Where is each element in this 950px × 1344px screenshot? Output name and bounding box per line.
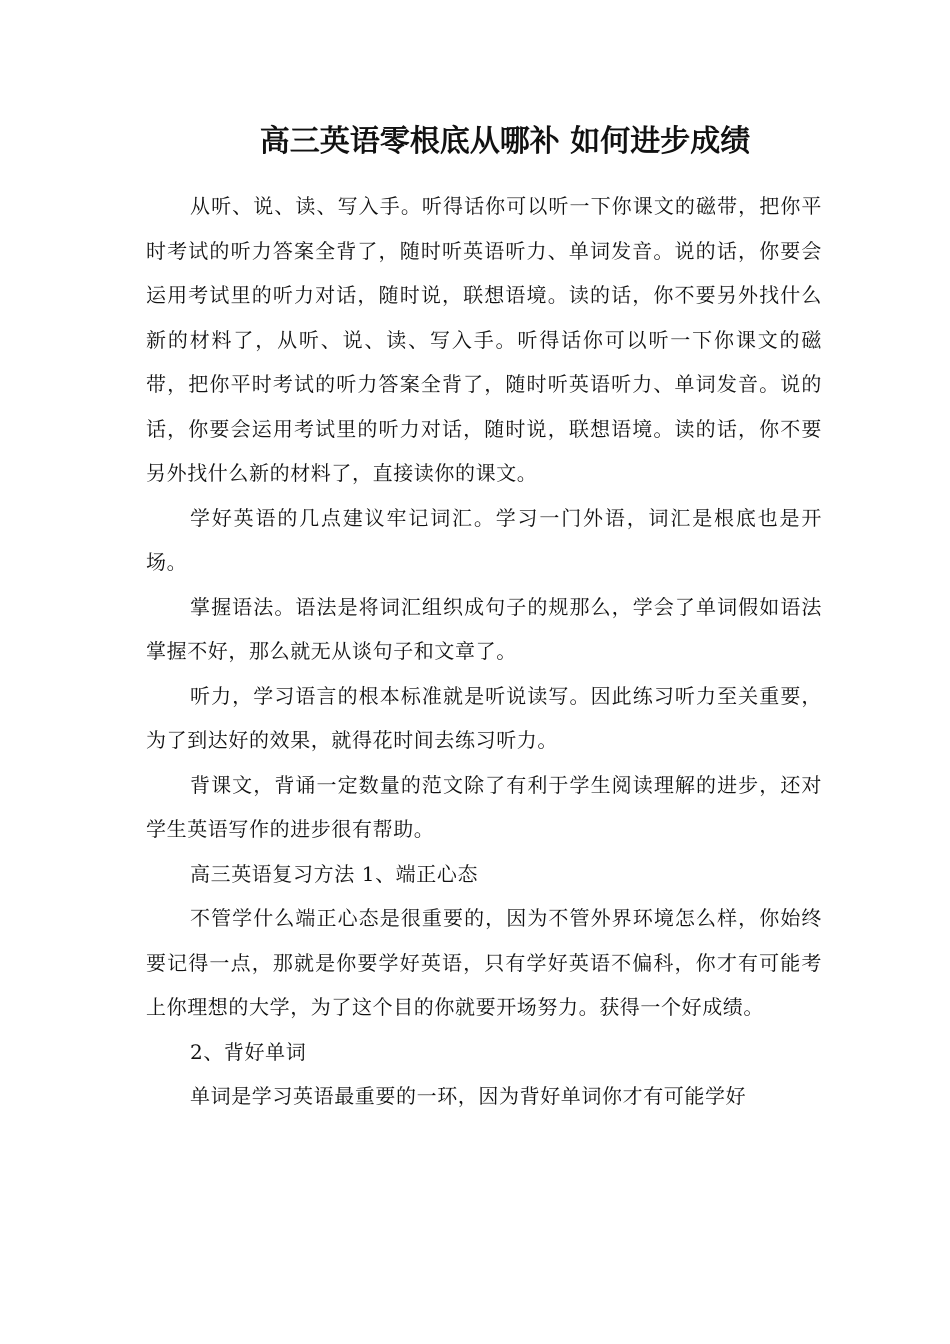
paragraph-words: 单词是学习英语最重要的一环，因为背好单词你才有可能学好: [190, 1084, 747, 1108]
document-body: [146, 184, 822, 1119]
section-heading-memorize-words: 2、背好单词: [190, 1039, 307, 1064]
paragraph-attitude: 不管学什么端正心态是很重要的，因为不管外界环境怎么样，你始终要记得一点，那就是你要学好英语，只有学好英语不偏科，你才有可能考上你理想的大学，为了这个目的你就要开场努力。获得一个好成绩。: [146, 906, 822, 1019]
paragraph-recite-texts: 背课文，背诵一定数量的范文除了有利于学生阅读理解的进步，还对学生英语写作的进步很有帮助。: [146, 772, 822, 841]
paragraph-grammar: 掌握语法。语法是将词汇组织成句子的规那么，学会了单词假如语法掌握不好，那么就无从谈句子和文章了。: [146, 594, 822, 663]
document-title: 高三英语零根底从哪补 如何进步成绩: [259, 124, 751, 159]
paragraph-vocabulary-advice: 学好英语的几点建议牢记词汇。学习一门外语，词汇是根底也是开场。: [146, 505, 822, 574]
paragraph-listening-speaking-reading-writing: 从听、说、读、写入手。听得话你可以听一下你课文的磁带，把你平时考试的听力答案全背了，随时听英语听力、单词发音。说的话，你要会运用考试里的听力对话，随时说，联想语境。读的话，你不要另外找什么新的材料了，从听、说、读、写入手。听得话你可以听一下你课文的磁带，把你平时考试的听力答案全背了，随时听英语听力、单词发音。说的话，你要会运用考试里的听力对话，随时说，联想语境。读的话，你不要另外找什么新的材料了，直接读你的课文。: [146, 194, 822, 485]
section-heading-review-methods: 高三英语复习方法 1、端正心态: [190, 861, 479, 886]
paragraph-listening: 听力，学习语言的根本标准就是听说读写。因此练习听力至关重要，为了到达好的效果，就得花时间去练习听力。: [146, 683, 822, 752]
